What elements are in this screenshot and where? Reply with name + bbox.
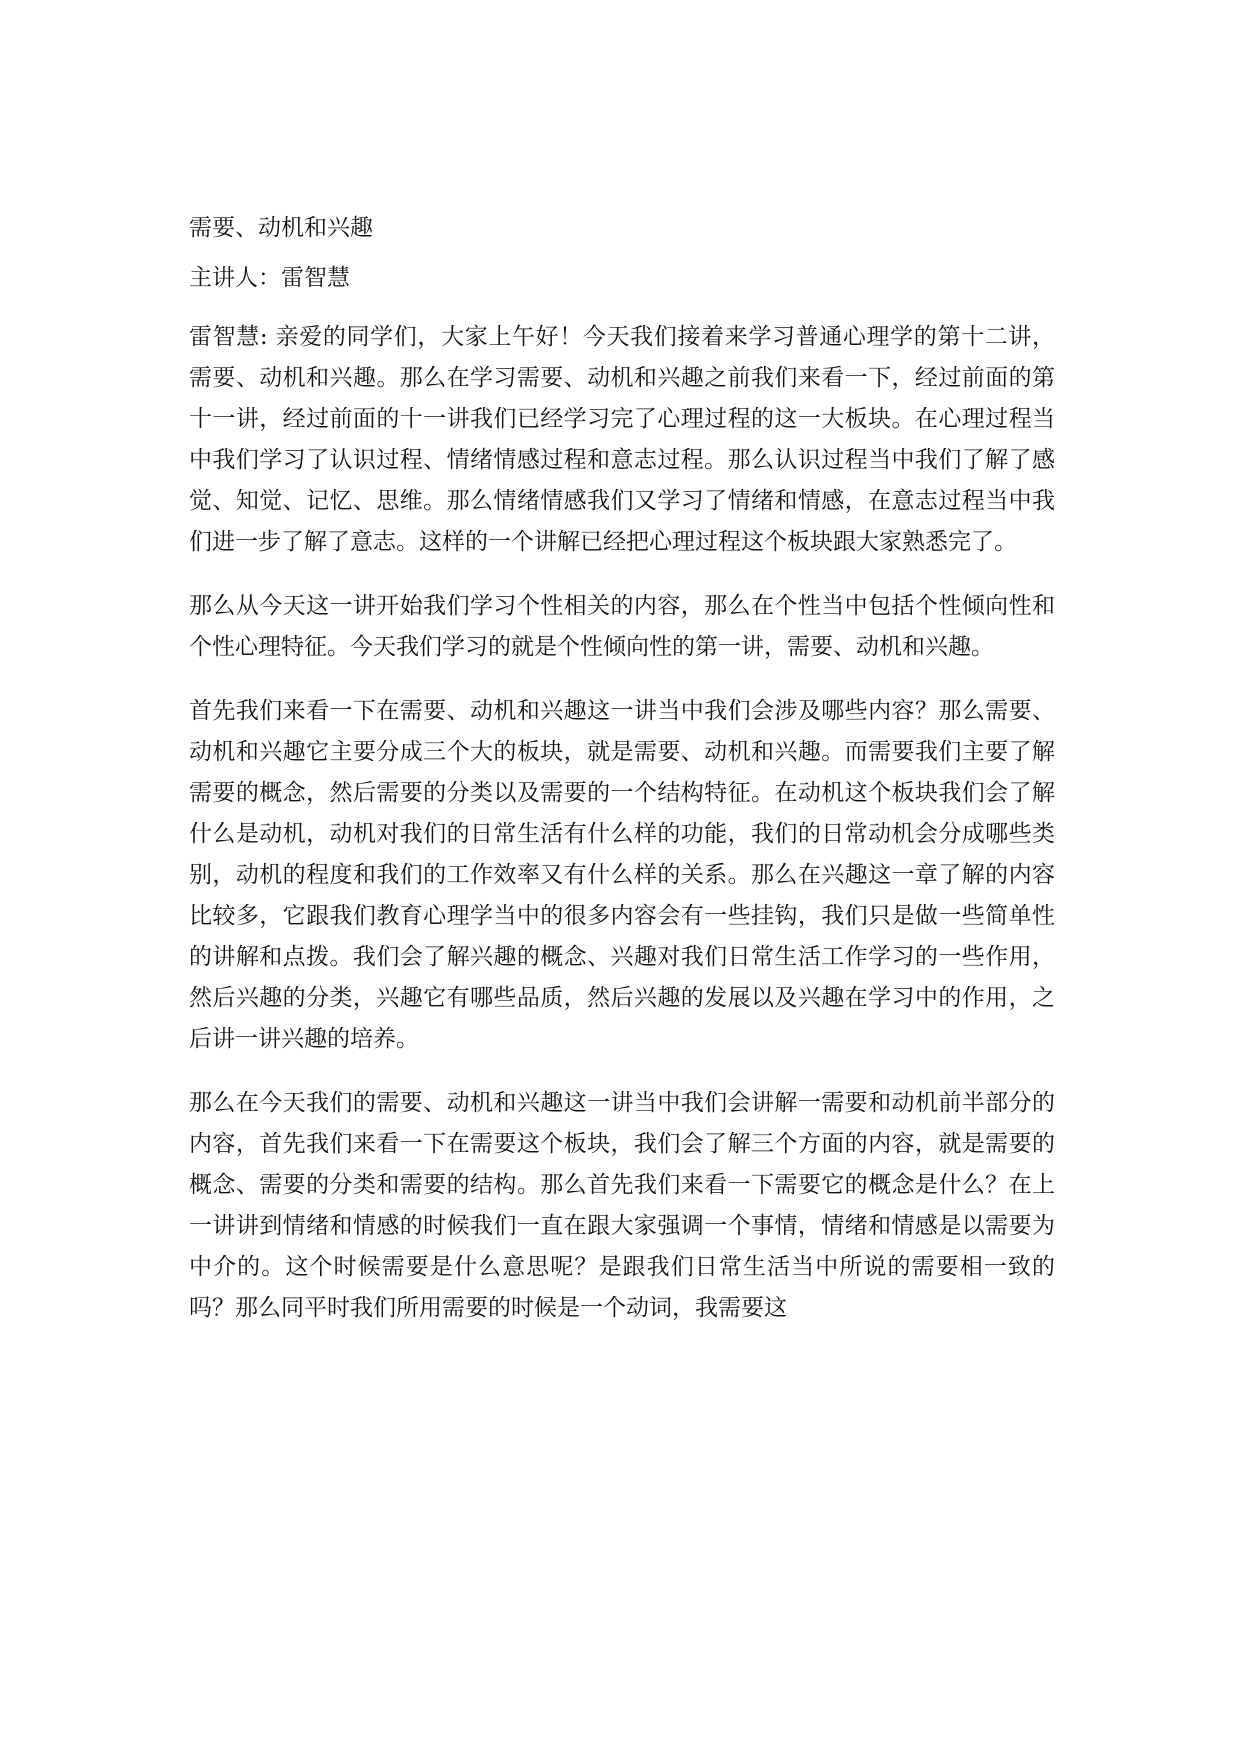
document-title: 需要、动机和兴趣 [189, 215, 373, 241]
paragraph-2: 那么从今天这一讲开始我们学习个性相关的内容，那么在个性当中包括个性倾向性和个性心理特征。今天我们学习的就是个性倾向性的第一讲，需要、动机和兴趣。 [189, 593, 1055, 660]
paragraph-1: 雷智慧: 亲爱的同学们，大家上午好！今天我们接着来学习普通心理学的第十二讲，需要、动机和兴趣。那么在学习需要、动机和兴趣之前我们来看一下，经过前面的第十一讲，经过前面的十一讲我们已经学习完了心理过程的这一大板块。在心理过程当中我们学习了认识过程、情绪情感过程和意志过程。那么认识过程当中我们了解了感觉、知觉、记忆、思维。那么情绪情感我们又学习了情绪和情感，在意志过程当中我们进一步了解了意志。这样的一个讲解已经把心理过程这个板块跟大家熟悉完了。 [189, 324, 1055, 555]
paragraph-4: 那么在今天我们的需要、动机和兴趣这一讲当中我们会讲解一需要和动机前半部分的内容，首先我们来看一下在需要这个板块，我们会了解三个方面的内容，就是需要的概念、需要的分类和需要的结构。那么首先我们来看一下需要它的概念是什么？在上一讲讲到情绪和情感的时候我们一直在跟大家强调一个事情，情绪和情感是以需要为中介的。这个时候需要是什么意思呢？是跟我们日常生活当中所说的需要相一致的吗？那么同平时我们所用需要的时候是一个动词，我需要这 [189, 1090, 1055, 1321]
document-body [189, 208, 1055, 1352]
paragraph-3: 首先我们来看一下在需要、动机和兴趣这一讲当中我们会涉及哪些内容？那么需要、动机和兴趣它主要分成三个大的板块，就是需要、动机和兴趣。而需要我们主要了解需要的概念，然后需要的分类以及需要的一个结构特征。在动机这个板块我们会了解什么是动机，动机对我们的日常生活有什么样的功能，我们的日常动机会分成哪些类别，动机的程度和我们的工作效率又有什么样的关系。那么在兴趣这一章了解的内容比较多，它跟我们教育心理学当中的很多内容会有一些挂钩，我们只是做一些简单性的讲解和点拨。我们会了解兴趣的概念、兴趣对我们日常生活工作学习的一些作用，然后兴趣的分类，兴趣它有哪些品质，然后兴趣的发展以及兴趣在学习中的作用，之后讲一讲兴趣的培养。 [189, 698, 1055, 1052]
speaker-line: 主讲人：雷智慧 [189, 265, 350, 291]
